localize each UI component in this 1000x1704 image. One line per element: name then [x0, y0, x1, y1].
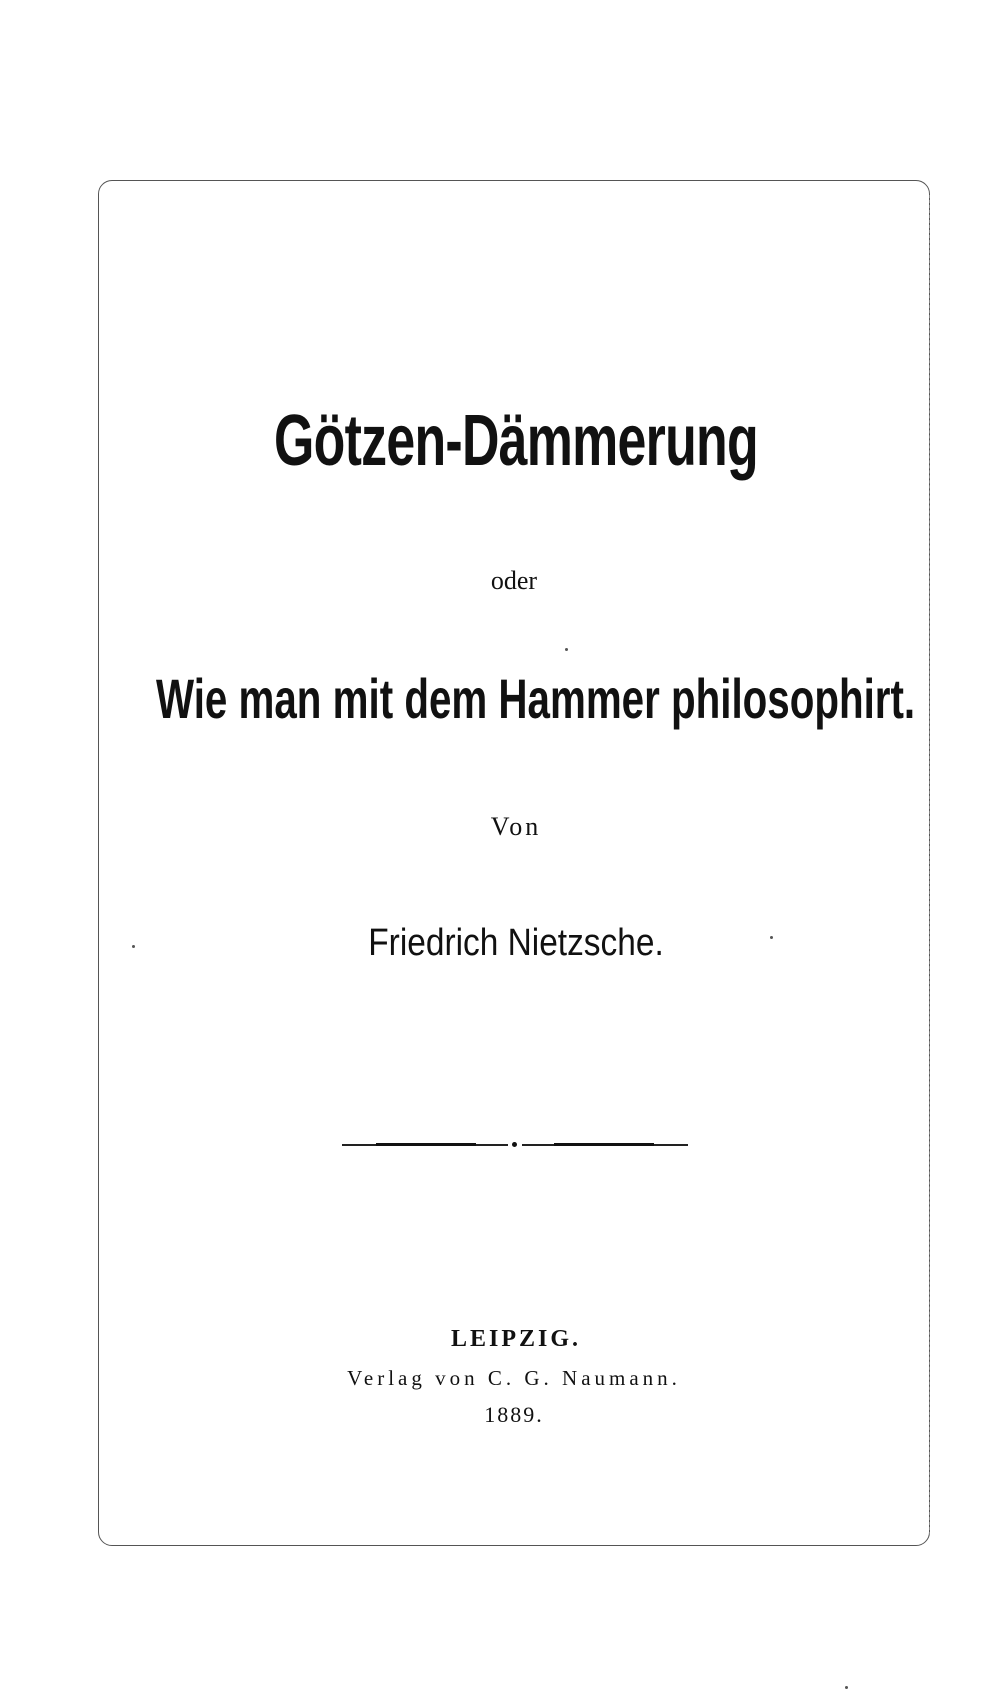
print-speck — [565, 648, 568, 651]
imprint-year: 1889. — [484, 1402, 544, 1427]
author-name: Friedrich Nietzsche. — [368, 922, 664, 964]
ornament-right-swell — [554, 1143, 654, 1146]
book-title: Götzen-Dämmerung — [274, 401, 758, 481]
ornamental-rule — [342, 1141, 688, 1149]
imprint-publisher: Verlag von C. G. Naumann. — [347, 1366, 681, 1390]
ornament-center-dot — [512, 1142, 517, 1147]
print-speck — [845, 1686, 848, 1689]
print-speck — [770, 936, 773, 939]
title-conjunction: oder — [490, 566, 538, 595]
ornament-left-swell — [376, 1143, 476, 1146]
author-preposition: Von — [490, 812, 542, 841]
book-subtitle: Wie man mit dem Hammer philosophirt. — [156, 667, 916, 730]
imprint-place: LEIPZIG. — [450, 1326, 582, 1352]
print-speck — [132, 945, 135, 948]
